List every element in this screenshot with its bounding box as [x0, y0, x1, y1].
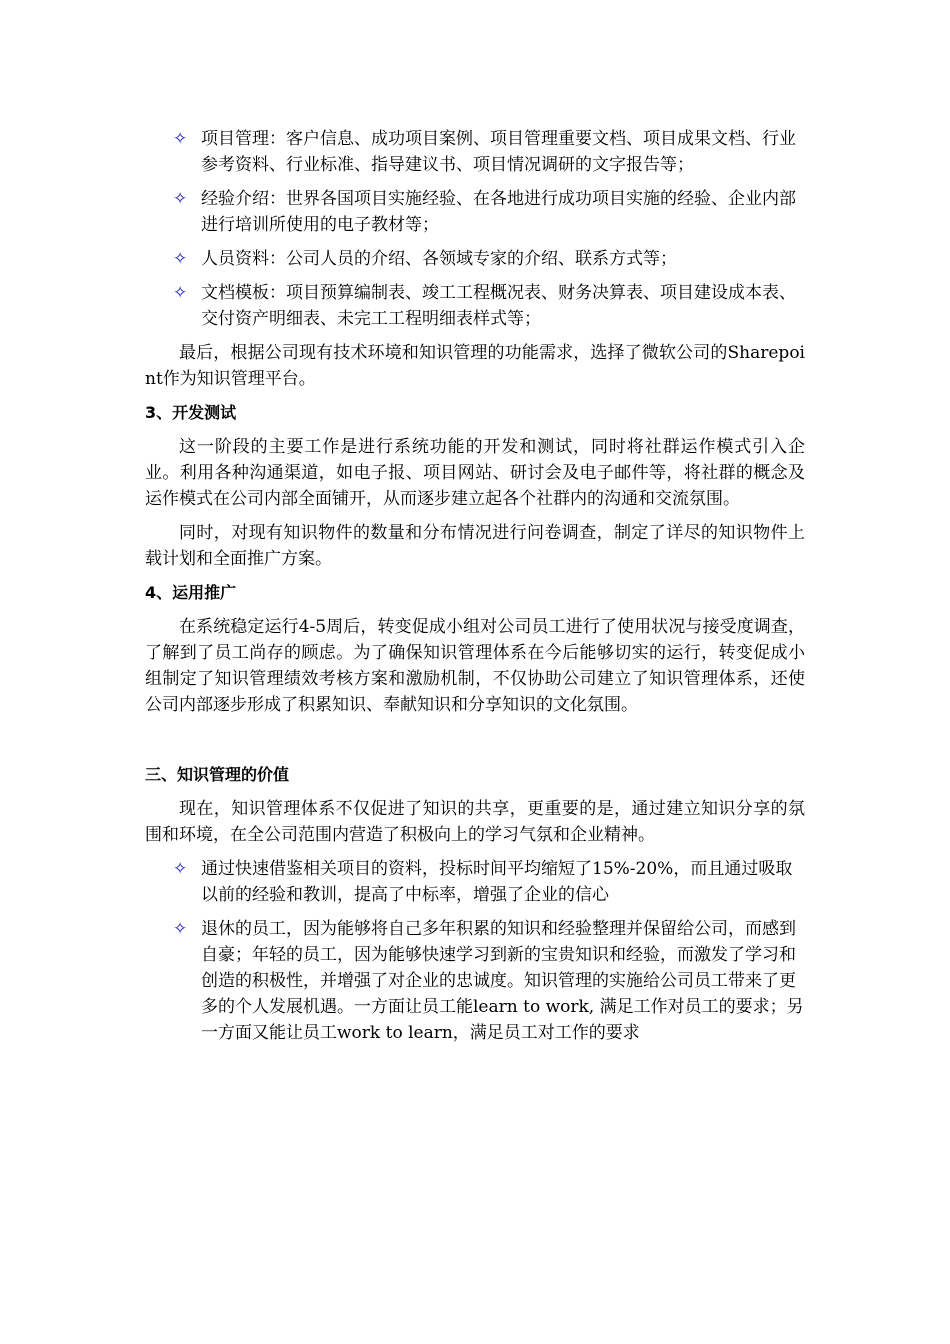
list-item: [145, 246, 805, 272]
diamond-star-bullet-icon: ✧: [173, 859, 188, 879]
paragraph-development-2: 同时，对现有知识物件的数量和分布情况进行问卷调查，制定了详尽的知识物件上载计划和全面推广方案。: [145, 523, 805, 569]
paragraph-platform-choice: 最后，根据公司现有技术环境和知识管理的功能需求，选择了微软公司的Sharepoint作为知识管理平台。: [145, 343, 805, 389]
value-list: [145, 856, 805, 1046]
heading-development-testing: 3、开发测试: [145, 403, 237, 422]
list-item: [145, 916, 805, 1046]
document-page: [145, 126, 805, 1054]
list-item-text: 项目管理：客户信息、成功项目案例、项目管理重要文档、项目成果文档、行业参考资料、行业标准、指导建议书、项目情况调研的文字报告等；: [201, 129, 796, 175]
section-heading-value: 三、知识管理的价值: [145, 765, 290, 784]
paragraph-value: 现在，知识管理体系不仅促进了知识的共享，更重要的是，通过建立知识分享的氛围和环境，在全公司范围内营造了积极向上的学习气氛和企业精神。: [145, 799, 805, 845]
diamond-star-bullet-icon: ✧: [173, 129, 188, 149]
list-item: [145, 186, 805, 238]
list-item: [145, 126, 805, 178]
diamond-star-bullet-icon: ✧: [173, 283, 188, 303]
diamond-star-bullet-icon: ✧: [173, 189, 188, 209]
paragraph-development-1: 这一阶段的主要工作是进行系统功能的开发和测试，同时将社群运作模式引入企业。利用各种沟通渠道，如电子报、项目网站、研讨会及电子邮件等，将社群的概念及运作模式在公司内部全面铺开，从而逐步建立起各个社群内的沟通和交流氛围。: [145, 437, 805, 509]
list-item-text: 通过快速借鉴相关项目的资料，投标时间平均缩短了15%-20%，而且通过吸取以前的经验和教训，提高了中标率，增强了企业的信心: [201, 859, 793, 905]
diamond-star-bullet-icon: ✧: [173, 249, 188, 269]
paragraph-rollout: 在系统稳定运行4-5周后，转变促成小组对公司员工进行了使用状况与接受度调查，了解到了员工尚存的顾虑。为了确保知识管理体系在今后能够切实的运行，转变促成小组制定了知识管理绩效考核方案和激励机制，不仅协助公司建立了知识管理体系，还使公司内部逐步形成了积累知识、奉献知识和分享知识的文化氛围。: [145, 617, 805, 715]
list-item-text: 文档模板：项目预算编制表、竣工工程概况表、财务决算表、项目建设成本表、交付资产明细表、未完工工程明细表样式等；: [201, 283, 796, 329]
list-item: [145, 856, 805, 908]
list-item-text: 退休的员工，因为能够将自己多年积累的知识和经验整理并保留给公司，而感到自豪；年轻的员工，因为能够快速学习到新的宝贵知识和经验，而激发了学习和创造的积极性，并增强了对企业的忠诚度。知识管理的实施给公司员工带来了更多的个人发展机遇。一方面让员工能learn to work, 满足工作对员工的要求；另一方面又能让员工work to learn，满足员工对工作的要求: [201, 919, 804, 1043]
resource-category-list: [145, 126, 805, 332]
list-item: [145, 280, 805, 332]
heading-rollout: 4、运用推广: [145, 583, 237, 602]
list-item-text: 经验介绍：世界各国项目实施经验、在各地进行成功项目实施的经验、企业内部进行培训所使用的电子教材等；: [201, 189, 796, 235]
list-item-text: 人员资料：公司人员的介绍、各领域专家的介绍、联系方式等；: [201, 249, 677, 269]
diamond-star-bullet-icon: ✧: [173, 919, 188, 939]
